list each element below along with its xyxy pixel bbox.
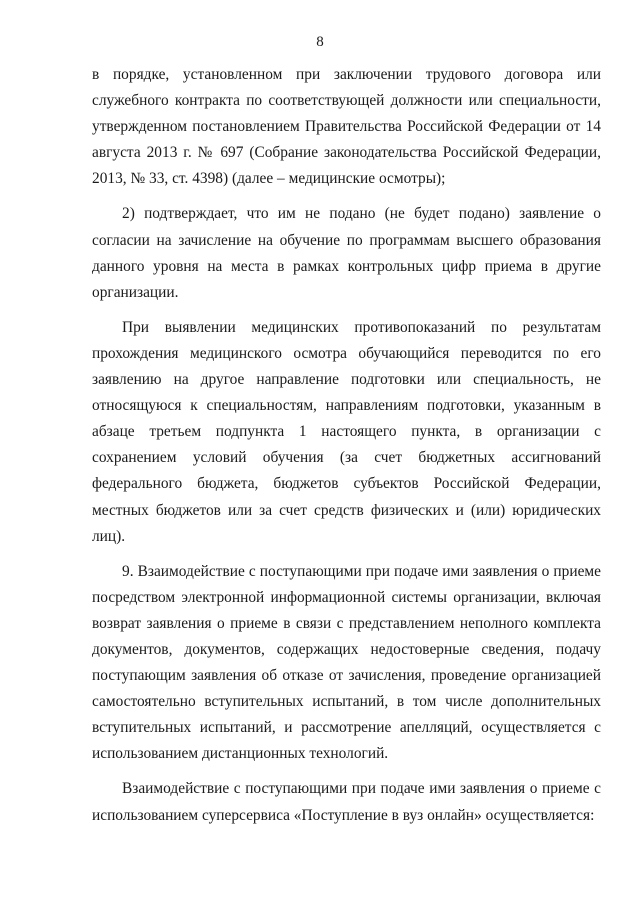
paragraph-medical-contraindications: При выявлении медицинских противопоказаний по результатам прохождения медицинского осмотра обучающийся переводится по его заявлению на другое направление подготовки или специальность, не относящуюся к специальностям, направлениям подготовки, указанным в абзаце третьем подпункта 1 настоящего пункта, в организации с сохранением условий обучения (за счет бюджетных ассигнований федерального бюджета, бюджетов субъектов Российской Федерации, местных бюджетов или за счет средств физических и (или) юридических лиц). [92,318,601,545]
paragraph-item-2-confirmation: 2) подтверждает, что им не подано (не будет подано) заявление о согласии на зачисление на обучение по программам высшего образования данного уровня на места в рамках контрольных цифр приема в другие организации. [92,205,601,301]
paragraph-item-9-interaction: 9. Взаимодействие с поступающими при подаче ими заявления о приеме посредством электронной информационной системы организации, включая возврат заявления о приеме в связи с представлением неполного комплекта документов, документов, содержащих недостоверные сведения, подачу поступающим заявления об отказе от зачисления, проведение организацией самостоятельно вступительных испытаний, в том числе дополнительных вступительных испытаний, и рассмотрение апелляций, осуществляется с использованием дистанционных технологий. [92,562,601,763]
document-body [92,62,601,829]
page-number: 8 [316,34,324,50]
paragraph-superservice-interaction: Взаимодействие с поступающими при подаче ими заявления о приеме с использованием суперсервиса «Поступление в вуз онлайн» осуществляется: [92,780,601,824]
paragraph-medical-exams-continuation: в порядке, установленном при заключении трудового договора или служебного контракта по соответствующей должности или специальности, утвержденном постановлением Правительства Российской Федерации от 14 августа 2013 г. № 697 (Собрание законодательства Российской Федерации, 2013, № 33, ст. 4398) (далее – медицинские осмотры); [92,66,601,188]
